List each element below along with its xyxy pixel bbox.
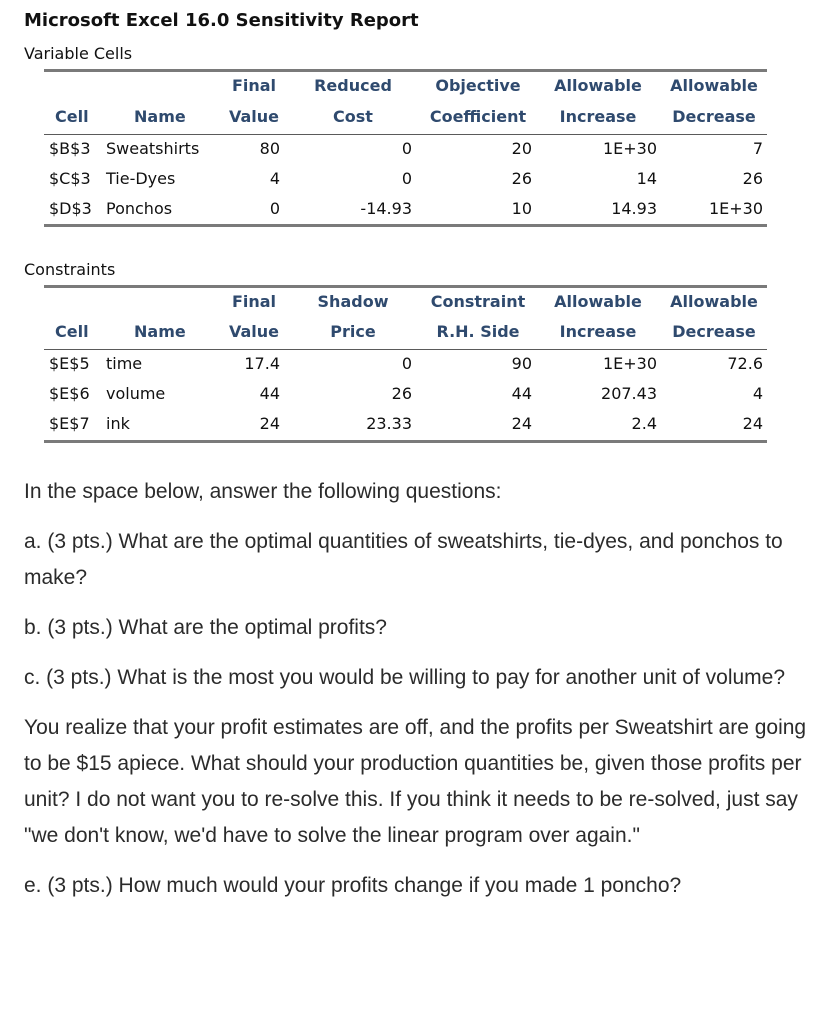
question-c: c. (3 pts.) What is the most you would be willing to pay for another unit of volume? — [24, 666, 786, 689]
questions-section — [24, 474, 814, 918]
header-name: Name — [134, 107, 186, 126]
row-allow-dec: 24 — [742, 414, 763, 433]
header-shadow-2: Price — [330, 322, 376, 341]
row-objective: 26 — [511, 169, 532, 188]
row-shadow: 0 — [401, 354, 412, 373]
row-cell-ref: $B$3 — [49, 139, 91, 158]
header-final-2: Value — [228, 107, 280, 126]
question-e: e. (3 pts.) How much would your profits change if you made 1 poncho? — [24, 874, 682, 897]
header-objective-2: Coefficient — [429, 107, 527, 126]
row-allow-inc: 14.93 — [611, 199, 657, 218]
header-cell: Cell — [55, 322, 89, 341]
row-name: time — [106, 354, 143, 373]
constraints-label: Constraints — [24, 260, 116, 279]
row-allow-dec: 26 — [742, 169, 763, 188]
row-objective: 20 — [511, 139, 532, 158]
question-d: You realize that your profit estimates are off, and the profits per Sweatshirt are going to be $15 apiece. What should your production quantities be, given those profits per unit? I do not want you to re-solve this. If you think it needs to be re-solved, just say "we don't know, we'd have to solve the linear program over again." — [24, 716, 807, 847]
row-reduced: -14.93 — [360, 199, 412, 218]
row-cell-ref: $D$3 — [49, 199, 92, 218]
constraints-bottom-rule — [44, 440, 767, 443]
sensitivity-report — [0, 0, 828, 445]
row-allow-dec: 4 — [752, 384, 763, 403]
header-final-1: Final — [231, 292, 277, 311]
header-cell: Cell — [55, 107, 89, 126]
question-b: b. (3 pts.) What are the optimal profits? — [24, 616, 387, 639]
row-reduced: 0 — [401, 139, 412, 158]
header-allow-dec-2: Decrease — [672, 107, 756, 126]
variable-cells-top-rule — [44, 69, 767, 72]
header-objective-1: Objective — [435, 76, 521, 95]
row-allow-inc: 1E+30 — [602, 139, 657, 158]
row-reduced: 0 — [401, 169, 412, 188]
row-final: 17.4 — [244, 354, 280, 373]
header-reduced-2: Cost — [333, 107, 373, 126]
row-objective: 10 — [511, 199, 532, 218]
row-rhs: 24 — [511, 414, 532, 433]
constraints-header-rule — [44, 349, 767, 350]
header-rhs-2: R.H. Side — [436, 322, 520, 341]
header-shadow-1: Shadow — [317, 292, 389, 311]
row-final: 0 — [269, 199, 280, 218]
row-cell-ref: $E$7 — [49, 414, 90, 433]
row-name: Ponchos — [106, 199, 173, 218]
variable-cells-label: Variable Cells — [24, 44, 133, 63]
row-name: ink — [106, 414, 130, 433]
row-shadow: 26 — [391, 384, 412, 403]
questions-intro: In the space below, answer the following questions: — [24, 480, 502, 503]
header-final-2: Value — [228, 322, 280, 341]
variable-cells-header-rule — [44, 134, 767, 135]
row-rhs: 44 — [511, 384, 532, 403]
row-allow-inc: 14 — [636, 169, 657, 188]
row-allow-dec: 72.6 — [727, 354, 763, 373]
header-allow-dec-1: Allowable — [670, 76, 758, 95]
row-allow-inc: 2.4 — [631, 414, 657, 433]
row-allow-inc: 207.43 — [601, 384, 657, 403]
row-allow-dec: 1E+30 — [708, 199, 763, 218]
header-allow-inc-1: Allowable — [554, 76, 642, 95]
header-rhs-1: Constraint — [430, 292, 526, 311]
row-final: 80 — [259, 139, 280, 158]
constraints-top-rule — [44, 285, 767, 288]
header-final-1: Final — [231, 76, 277, 95]
row-rhs: 90 — [511, 354, 532, 373]
header-allow-dec-2: Decrease — [672, 322, 756, 341]
header-allow-inc-2: Increase — [559, 322, 637, 341]
row-cell-ref: $C$3 — [49, 169, 91, 188]
variable-cells-bottom-rule — [44, 224, 767, 227]
question-a: a. (3 pts.) What are the optimal quantities of sweatshirts, tie-dyes, and ponchos to make? — [24, 530, 783, 589]
row-name: Sweatshirts — [106, 139, 200, 158]
row-name: Tie-Dyes — [106, 169, 176, 188]
row-final: 44 — [259, 384, 280, 403]
row-cell-ref: $E$6 — [49, 384, 90, 403]
row-shadow: 23.33 — [366, 414, 412, 433]
header-name: Name — [134, 322, 186, 341]
report-title: Microsoft Excel 16.0 Sensitivity Report — [24, 10, 419, 31]
row-allow-inc: 1E+30 — [602, 354, 657, 373]
row-final: 24 — [259, 414, 280, 433]
row-allow-dec: 7 — [752, 139, 763, 158]
header-allow-inc-1: Allowable — [554, 292, 642, 311]
row-cell-ref: $E$5 — [49, 354, 90, 373]
row-name: volume — [106, 384, 166, 403]
header-reduced-1: Reduced — [314, 76, 392, 95]
header-allow-inc-2: Increase — [559, 107, 637, 126]
row-final: 4 — [269, 169, 280, 188]
header-allow-dec-1: Allowable — [670, 292, 758, 311]
